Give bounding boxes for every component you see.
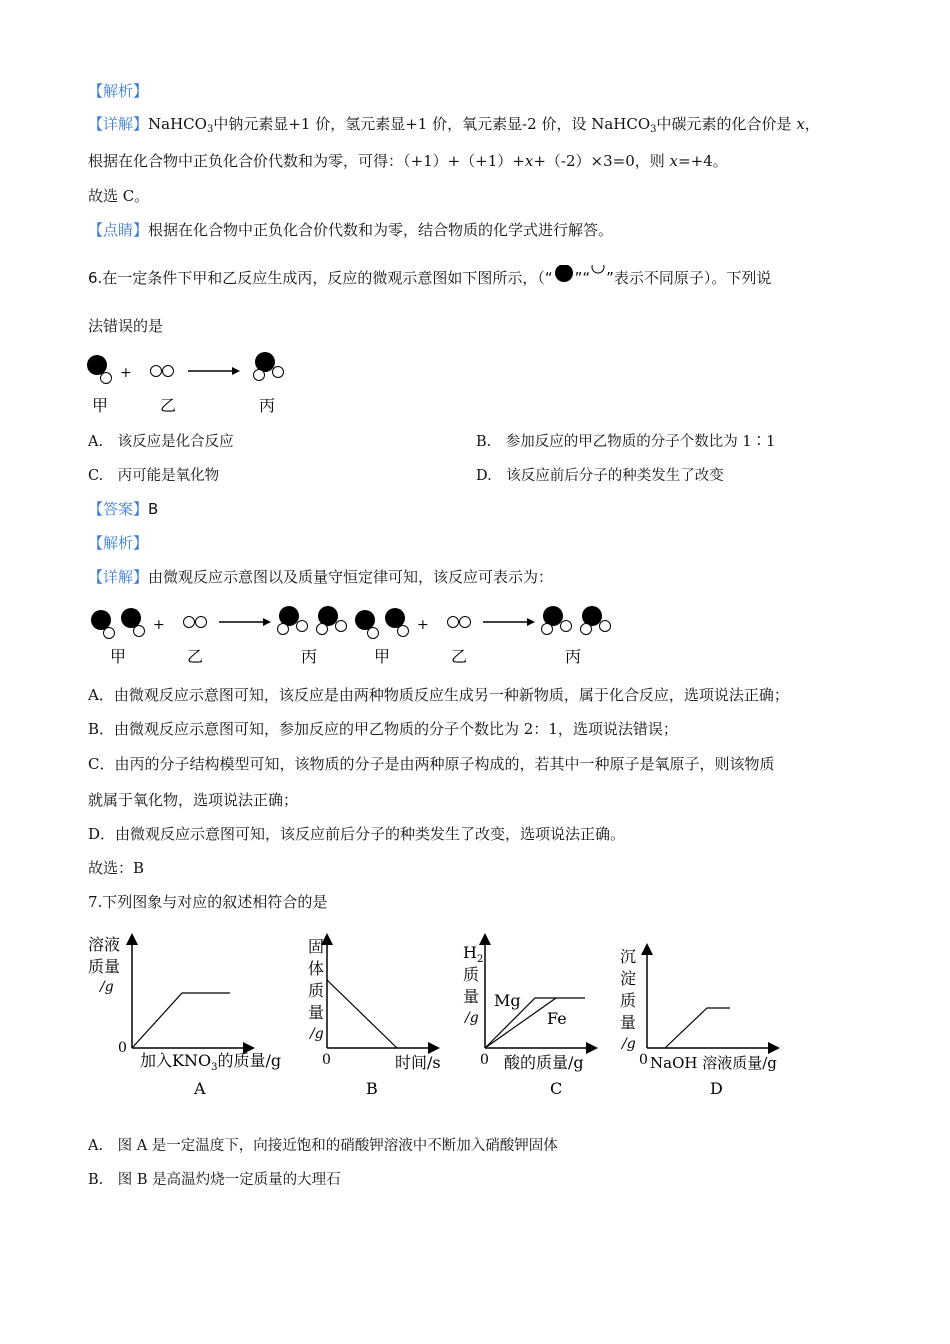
yi-atom [448, 617, 459, 628]
graph-c-caption: C [550, 1079, 563, 1098]
yi-atom [196, 617, 207, 628]
q6-option-a: A. 该反应是化合反应 [88, 434, 234, 450]
graph-d-ylabel: 淀 [620, 969, 637, 988]
q6-stem-line1: 6.在一定条件下甲和乙反应生成丙，反应的微观示意图如下图所示，（“ ”“ ”表示不同原子）。下列说 [88, 265, 771, 289]
q7-stem: 7.下列图象与对应的叙述相符合的是 [88, 893, 328, 911]
graph-d-ylabel: 量 [620, 1013, 637, 1032]
label-bing: 丙 [259, 396, 276, 415]
graph-b-ylabel: 质 [308, 981, 325, 1000]
bing-molecule-white-atom-1 [254, 370, 265, 381]
graph-d-xlabel: NaOH 溶液质量/g [650, 1054, 777, 1072]
label-yi: 乙 [187, 647, 204, 666]
jia-black-atom [121, 608, 141, 628]
reaction-arrow-head [527, 618, 535, 626]
graph-d-ylabel: 沉 [620, 947, 637, 966]
q6-reaction-diagram [84, 350, 304, 420]
graph-d-caption: D [710, 1079, 723, 1098]
graph-a-xlabel: 加入$KNO_3$的质量/g [140, 1051, 282, 1073]
bing-black-atom [543, 606, 563, 626]
bing-black-atom [582, 606, 602, 626]
bing-white-atom [297, 621, 308, 632]
q6-option-d: D. 该反应前后分子的种类发生了改变 [476, 468, 724, 484]
jia-white-atom [104, 628, 115, 639]
label-yi: 乙 [451, 647, 468, 666]
q6-explanation-a: A．由微观反应示意图可知，该反应是由两种物质反应生成另一种新物质，属于化合反应，选项说法正确； [88, 686, 789, 704]
q5-analysis-tag: 【解析】 [88, 82, 149, 100]
graph-c-xlabel: 酸的质量/g [504, 1053, 584, 1072]
label-yi: 乙 [160, 396, 177, 415]
bing-white-atom [581, 624, 592, 635]
graph-d-ylabel: /g [622, 1036, 636, 1052]
graph-b-ylabel: 固 [308, 937, 325, 956]
graph-c-ylabel: $H_2$ [463, 943, 484, 965]
graph-c-mg-label: Mg [494, 991, 521, 1010]
plus-sign: + [153, 617, 165, 633]
white-atom-icon [590, 265, 606, 285]
q6-explanation-c-line1: C．由丙的分子结构模型可知，该物质的分子是由两种原子构成的，若其中一种原子是氧原子，则该物质 [88, 755, 775, 773]
plus-sign: + [120, 365, 132, 381]
label-jia: 甲 [374, 647, 391, 666]
bing-black-atom [318, 606, 338, 626]
q5-detail-line2: 根据在化合物中正负化合价代数和为零，可得：（+1）+（+1）+x+（-2）×3=0，则 x=+4。 [88, 152, 728, 170]
graph-b-ylabel: 体 [308, 959, 325, 978]
label-bing: 丙 [565, 647, 582, 666]
yi-atom [460, 617, 471, 628]
reaction-arrow-head [263, 618, 271, 626]
bing-white-atom [278, 624, 289, 635]
graph-a-caption: A [194, 1079, 206, 1098]
graph-c-ylabel: 量 [463, 987, 480, 1006]
q6-answer: 【答案】B [88, 500, 159, 518]
graph-b-ylabel: 量 [308, 1003, 325, 1022]
bing-white-atom [600, 621, 611, 632]
graph-c-ylabel: /g [465, 1010, 479, 1026]
q6-stem-line2: 法错误的是 [88, 317, 164, 335]
q6-explanation-b: B．由微观反应示意图可知，参加反应的甲乙物质的分子个数比为 2：1，选项说法错误； [88, 720, 678, 738]
bing-white-atom [336, 621, 347, 632]
graph-c-origin: 0 [480, 1052, 489, 1068]
jia-white-atom [134, 626, 145, 637]
black-atom-icon [553, 265, 575, 285]
q6-option-c: C. 丙可能是氧化物 [88, 468, 220, 484]
q7-option-b: B. 图 B 是高温灼烧一定质量的大理石 [88, 1172, 341, 1188]
jia-white-atom [368, 628, 379, 639]
jia-molecule-white-atom [101, 373, 112, 384]
q6-answer-tag: 【答案】 [88, 500, 149, 518]
graph-b-xlabel: 时间/s [395, 1053, 441, 1072]
graph-a [88, 935, 281, 1098]
q6-detail: 【详解】由微观反应示意图以及质量守恒定律可知，该反应可表示为： [88, 568, 554, 586]
graph-c-fe-label: Fe [547, 1009, 567, 1028]
q5-detail-tag: 【详解】 [88, 115, 149, 133]
graph-d [620, 946, 777, 1098]
q6-balanced-reaction-diagram [84, 600, 624, 672]
jia-white-atom [398, 626, 409, 637]
q6-option-b: B. 参加反应的甲乙物质的分子个数比为 1∶1 [476, 434, 776, 450]
yi-atom [184, 617, 195, 628]
reaction-arrow-head [232, 367, 240, 375]
q5-choose: 故选 C。 [88, 187, 150, 205]
graph-c [463, 936, 595, 1098]
jia-molecule-black-atom [87, 355, 107, 375]
graph-b [308, 936, 441, 1098]
q6-explanation-d: D．由微观反应示意图可知，该反应前后分子的种类发生了改变，选项说法正确。 [88, 825, 626, 843]
q6-analysis-tag: 【解析】 [88, 534, 149, 552]
q6-detail-tag: 【详解】 [88, 568, 149, 586]
graph-b-origin: 0 [322, 1052, 331, 1068]
label-bing: 丙 [301, 647, 318, 666]
plus-sign: + [417, 617, 429, 633]
label-jia: 甲 [92, 396, 109, 415]
bing-molecule-white-atom-2 [273, 367, 284, 378]
q7-option-a: A. 图 A 是一定温度下，向接近饱和的硝酸钾溶液中不断加入硝酸钾固体 [88, 1138, 558, 1154]
jia-black-atom [355, 610, 375, 630]
graph-a-ylabel: /g [100, 979, 114, 995]
graph-d-curve [665, 1008, 730, 1048]
graph-b-ylabel: /g [310, 1026, 324, 1042]
jia-black-atom [91, 610, 111, 630]
bing-black-atom [279, 606, 299, 626]
label-jia: 甲 [110, 647, 127, 666]
graph-a-curve [132, 993, 230, 1048]
graph-b-caption: B [366, 1079, 378, 1098]
bing-white-atom [561, 621, 572, 632]
q5-key-point: 【点睛】根据在化合物中正负化合价代数和为零，结合物质的化学式进行解答。 [88, 221, 614, 239]
graph-d-ylabel: 质 [620, 991, 637, 1010]
jia-black-atom [385, 608, 405, 628]
bing-molecule-black-atom [255, 352, 275, 372]
yi-atom-2 [163, 366, 174, 377]
graph-a-ylabel: 质量 [88, 957, 121, 976]
q6-explanation-c-line2: 就属于氧化物，选项说法正确； [88, 791, 299, 809]
graph-b-curve [327, 980, 397, 1048]
q6-choose: 故选：B [88, 859, 145, 877]
graph-a-origin: 0 [118, 1040, 127, 1056]
yi-atom-1 [151, 366, 162, 377]
q5-detail-line1: 【详解】NaHCO$_3$中钠元素显+1 价，氢元素显+1 价，氧元素显-2 价，设 NaHCO$_3$中碳元素的化合价是 x， [88, 115, 820, 135]
bing-white-atom [317, 624, 328, 635]
q5-key-point-tag: 【点睛】 [88, 221, 149, 239]
q7-graphs [80, 928, 800, 1104]
graph-d-origin: 0 [639, 1052, 648, 1068]
graph-a-ylabel: 溶液 [88, 935, 121, 954]
graph-c-ylabel: 质 [463, 965, 480, 984]
bing-white-atom [542, 624, 553, 635]
